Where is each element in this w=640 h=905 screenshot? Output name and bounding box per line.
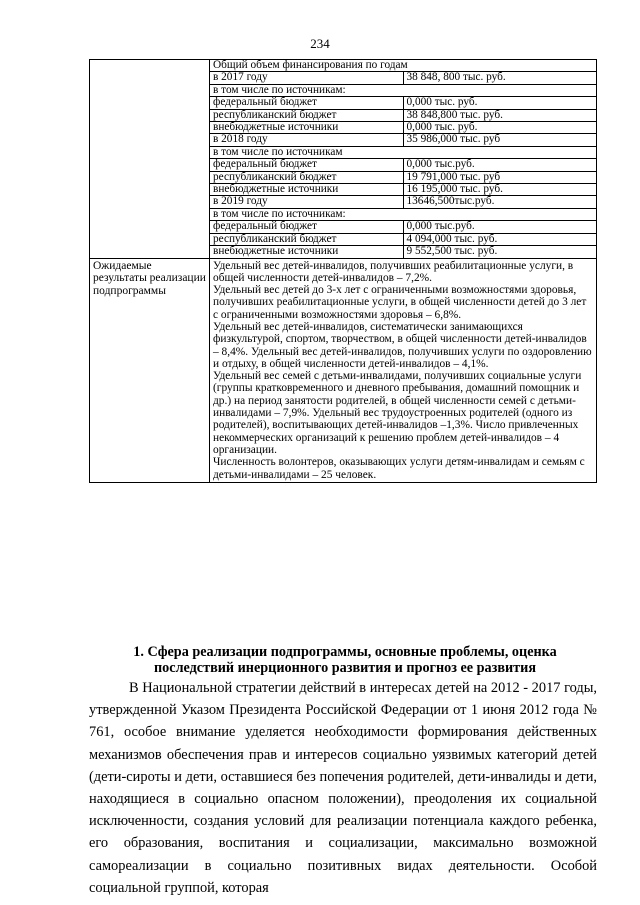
financing-table-row (210, 122, 596, 134)
results-cell (210, 258, 597, 482)
financing-amount: 35 986,000 тыс. руб (403, 134, 596, 146)
financing-table-row (210, 134, 596, 146)
financing-group-label: в том числе по источникам (210, 146, 596, 158)
financing-amount: 16 195,000 тыс. руб. (403, 184, 596, 196)
financing-table-row (210, 84, 596, 96)
section-heading: 1. Сфера реализации подпрограммы, основные проблемы, оценка последствий инерционного развития и прогноз ее развития (133, 644, 557, 676)
financing-amount: 0,000 тыс. руб. (403, 97, 596, 109)
result-indicator: Удельный вес детей-инвалидов, получивших реабилитационные услуги, в общей численности детей-инвалидов – 7,2%. (213, 259, 574, 284)
financing-amount: 19 791,000 тыс. руб (403, 171, 596, 183)
financing-amount: 4 094,000 тыс. руб. (403, 233, 596, 245)
section-body-text: В Национальной стратегии действий в интересах детей на 2012 - 2017 годы, утвержденной Указом Президента Российской Федерации от 1 июня 2012 года № 761, особое внимание уделяется необходимости формирования действенных механизмов обеспечения прав и интересов социально уязвимых категорий детей (дети-сироты и дети, оставшиеся без попечения родителей, дети-инвалиды и дети, находящиеся в социально опасном положении), преодоления их социальной исключенности, создания условий для реализации потенциала каждого ребенка, его образования, воспитания и социализации, максимально возможной самореализации в социально позитивных видах деятельности. Особой социальной группой, которая (89, 680, 597, 896)
financing-amount: 13646,500тыс.руб. (403, 196, 596, 208)
financing-table-row (210, 171, 596, 183)
financing-table-row (210, 109, 596, 121)
financing-group-label: в том числе по источникам: (210, 84, 596, 96)
financing-source-label: внебюджетные источники (210, 122, 403, 134)
financing-table-row (210, 72, 596, 84)
financing-source-label: федеральный бюджет (210, 221, 403, 233)
financing-group-label: в том числе по источникам: (210, 208, 596, 220)
financing-amount: 0,000 тыс.руб. (403, 159, 596, 171)
financing-header: Общий объем финансирования по годам (210, 60, 596, 72)
financing-table-row (210, 159, 596, 171)
financing-row (90, 60, 597, 259)
financing-amount: 9 552,500 тыс. руб. (406, 245, 498, 258)
financing-source-label: внебюджетные источники (210, 246, 403, 258)
financing-source-label: в 2019 году (210, 196, 403, 208)
financing-amount: 0,000 тыс.руб. (403, 221, 596, 233)
financing-source-label: республиканский бюджет (210, 109, 403, 121)
financing-source-label: федеральный бюджет (210, 97, 403, 109)
financing-table-row (210, 221, 596, 233)
result-indicator: Удельный вес семей с детьми-инвалидами, получивших социальные услуги (группы кратковременного и дневного пребывания, домашний помощник и др.) на период занятости родителей, в общей численности семей с детьми-инвалидами – 7,9%. Удельный вес трудоустроенных родителей (одного из родителей), воспитывающих детей-инвалидов –1,3%. Число привлеченных некоммерческих организаций к решению проблем детей-инвалидов – 4 организации. (213, 370, 582, 456)
financing-source-label: республиканский бюджет (210, 233, 403, 245)
program-passport-table (89, 59, 597, 483)
financing-header-row (210, 60, 596, 72)
financing-table-row (210, 97, 596, 109)
financing-source-label: федеральный бюджет (210, 159, 403, 171)
results-row (90, 258, 597, 482)
financing-table (210, 60, 596, 258)
financing-table-row (210, 196, 596, 208)
financing-source-label: в 2018 году (210, 134, 403, 146)
financing-source-label: республиканский бюджет (210, 171, 403, 183)
financing-amount: 38 848, 800 тыс. руб. (403, 72, 596, 84)
financing-table-row (210, 208, 596, 220)
financing-table-row (210, 233, 596, 245)
result-indicator: Численность волонтеров, оказывающих услуги детям-инвалидам и семьям с детьми-инвалидами – 25 человек. (213, 456, 585, 481)
results-list (213, 260, 593, 481)
page-number: 234 (310, 36, 330, 51)
financing-source-label: внебюджетные источники (210, 184, 403, 196)
results-label: Ожидаемые результаты реализации подпрограммы (90, 258, 210, 482)
result-indicator: Удельный вес детей до 3-х лет с ограниченными возможностями здоровья, получивших реабилитационные услуги, в общей численности детей до 3 лет с ограниченными возможностями здоровья – 6,8%. (213, 284, 587, 321)
financing-cell (210, 60, 597, 259)
financing-table-row (210, 146, 596, 158)
financing-table-row (210, 184, 596, 196)
financing-amount: 38 848,800 тыс. руб. (403, 109, 596, 121)
result-indicator: Удельный вес детей-инвалидов, систематически занимающихся физкультурой, спортом, творчеством, в общей численности детей-инвалидов – 8,4%. Удельный вес детей-инвалидов, получивших услуги по оздоровлению и отдыху, в общей численности детей-инвалидов – 4,1%. (213, 320, 592, 370)
financing-source-label: в 2017 году (210, 72, 403, 84)
financing-label-cell (90, 60, 210, 259)
financing-table-row (210, 246, 596, 258)
financing-amount: 0,000 тыс. руб. (403, 122, 596, 134)
